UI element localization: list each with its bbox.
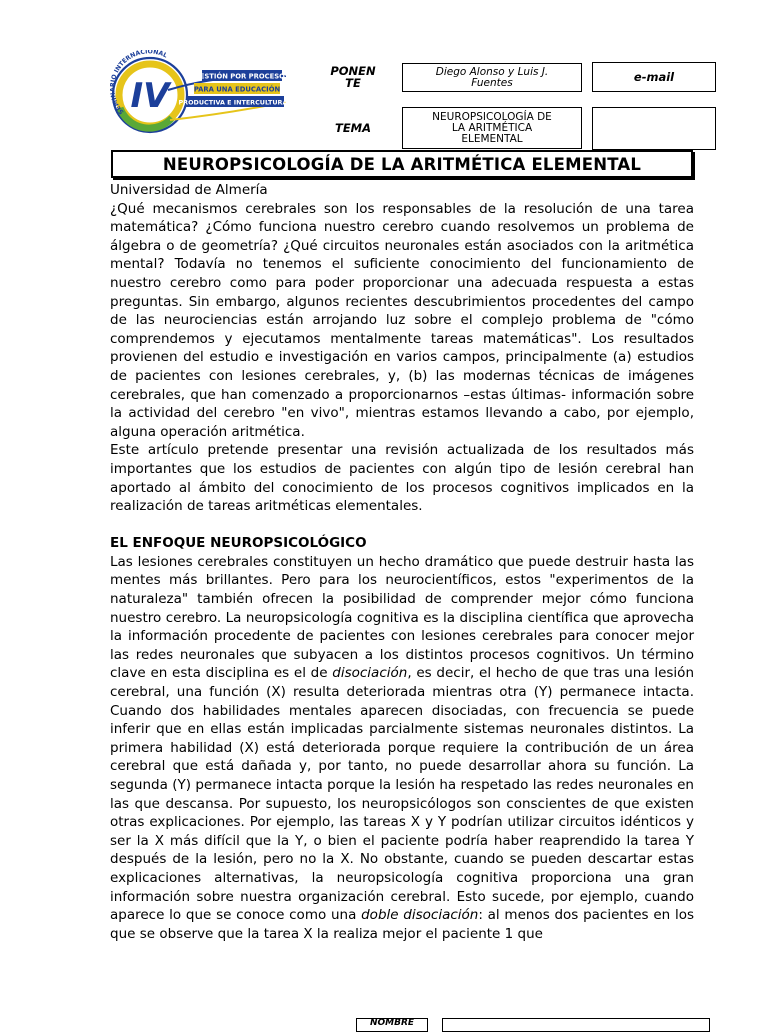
ponente-value-box: [402, 63, 582, 92]
paragraph-intro: ¿Qué mecanismos cerebrales son los responsables de la resolución de una tarea matemática? ¿Cómo funciona nuestro cerebro cuando resolvemos un problema de álgebra o de geometría? ¿Qué circuitos neuronales están asociados con la aritmética mental? Todavía no tenemos el suficiente conocimiento del funcionamiento de nuestro cerebro como para poder proporcionar una adecuada respuesta a estas preguntas. Sin embargo, algunos recientes descubrimientos procedentes del campo de las neurociencias están arrojando luz sobre el complejo problema de "cómo comprendemos y ejecutamos mentalmente tareas matemáticas". Los resultados provienen del estudio e investigación en varios campos, principalmente (a) estudios de pacientes con lesiones cerebrales, y, (b) las modernas técnicas de imágenes cerebrales, que han comenzado a proporcionarnos –estas últimas- información sobre la actividad del cerebro "en vivo", mientras estamos llevando a cabo, por ejemplo, alguna operación aritmética.: [110, 200, 694, 440]
seminar-logo: [110, 50, 292, 140]
article-title: NEUROPSICOLOGÍA DE LA ARITMÉTICA ELEMENTAL: [162, 154, 642, 174]
logo-tagline-3: PRODUCTIVA E INTERCULTURAL: [178, 98, 292, 107]
tema-value-box: NEUROPSICOLOGÍA DE LA ARITMÉTICA ELEMENTAL: [402, 107, 582, 149]
paragraph-spacer: [110, 516, 694, 535]
tema-label: TEMA: [334, 121, 372, 135]
paragraph-purpose: Este artículo pretende presentar una revisión actualizada de los resultados más importantes que los estudios de pacientes con algún tipo de lesión cerebral han aportado al ámbito del conocimiento de los procesos cognitivos implicados en la realización de tareas aritméticas elementales.: [110, 442, 694, 515]
logo-arc-text: SEMIN RIO INTERNACIONAL: [110, 50, 169, 116]
email-box: [592, 62, 716, 92]
ponente-name-line2: Fuentes: [471, 76, 513, 89]
term-doble-disociacion: doble disociación: [361, 907, 479, 924]
tema-extra-box: [592, 107, 716, 150]
section-heading: EL ENFOQUE NEUROPSICOLÓGICO: [110, 535, 367, 552]
article-title-box: [111, 150, 693, 178]
term-disociacion: disociación: [332, 665, 408, 682]
logo-tagline-1: GESTIÓN POR PROCESOS: [194, 72, 290, 81]
article-body: [110, 181, 694, 943]
logo-numeral: IV: [130, 76, 170, 116]
ponente-name-line1: Diego Alonso y Luis J.: [435, 65, 549, 78]
ponente-label: PONEN TE: [330, 64, 376, 90]
paragraph-neuropsychology: Las lesiones cerebrales constituyen un hecho dramático que puede destruir hasta las mentes más brillantes. Pero para los neurocientíficos, estos "experimentos de la naturaleza" también ofrecen la posibilidad de comprender mejor cómo funciona nuestro cerebro. La neuropsicología cognitiva es la disciplina científica que aprovecha la información procedente de pacientes con lesiones cerebrales para conocer mejor las redes neuronales que subyacen a los distintos procesos cognitivos. Un término clave en esta disciplina es el de disociación, es decir, el hecho de que tras una lesión cerebral, una función (X) resulta deteriorada mientras otra (Y) permanece intacta. Cuando dos habilidades mentales aparecen disociadas, con frecuencia se puede inferir que en ellas están implicadas parcialmente sistemas neuronales distintos. La primera habilidad (X) está deteriorada porque requiere la contribución de un área cerebral que está dañada y, por tanto, no puede desarrollar ahora su función. La segunda (Y) permanece intacta porque la lesión ha respetado las redes neuronales en las que descansa. Por supuesto, los neuropsicólogos son conscientes de que existen otras explicaciones. Por ejemplo, las tareas X y Y podrían utilizar circuitos idénticos y ser la X más difícil que la Y, o bien el paciente podría haber reaprendido la tarea Y después de la lesión, pero no la X. No obstante, cuando se pueden descartar estas explicaciones alternativas, la neuropsicología cognitiva proporciona una gran información sobre nuestra organización cerebral. Esto sucede, por ejemplo, cuando aparece lo que se conoce como una doble disociación: al menos dos pacientes en los que se observe que la tarea X la realiza mejor el paciente 1 que: [110, 553, 694, 942]
footer-name-label: NOMBRE: [356, 1018, 428, 1032]
email-label: e-mail: [633, 69, 675, 84]
logo-tagline-2: PARA UNA EDUCACIÓN: [193, 85, 281, 94]
footer-name-box: [442, 1018, 710, 1032]
affiliation: Universidad de Almería: [110, 182, 268, 198]
